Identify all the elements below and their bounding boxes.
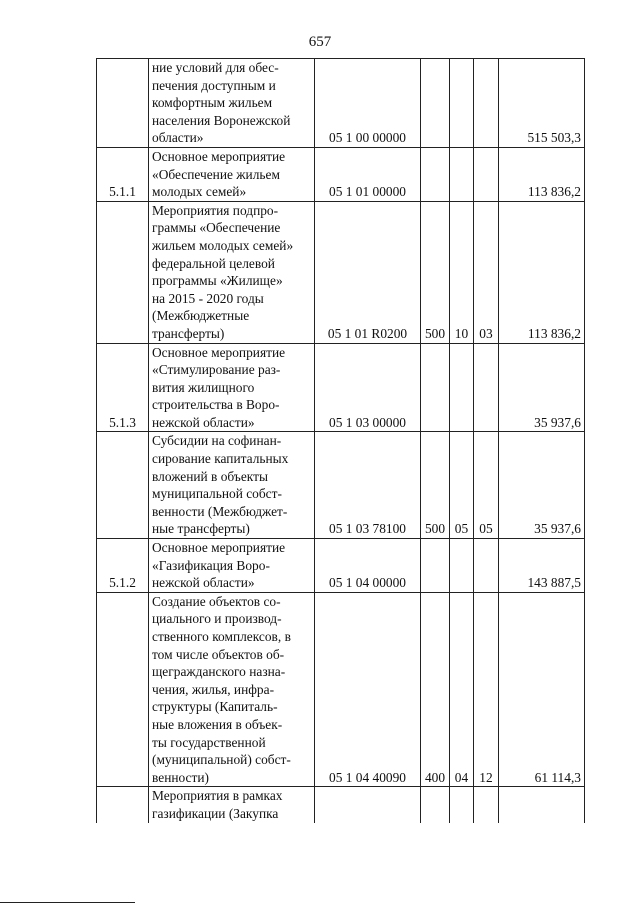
item-name-line: сирование капитальных [152,451,289,467]
section-code: 04 [450,592,474,787]
target-code: 05 1 04 00000 [315,539,421,593]
item-name-line: ние условий для обес- [152,60,279,75]
target-code: 05 1 04 40090 [315,592,421,787]
expense-group [421,147,450,201]
expense-group [421,343,450,432]
row-number: 5.1.3 [97,343,149,432]
item-name-line: чения, жилья, инфра- [152,681,275,697]
item-name-line: структуры (Капиталь- [152,699,278,715]
item-name-line: ты государственной [152,734,266,750]
target-code: 05 1 01 R0200 [315,201,421,343]
item-name [149,201,315,343]
item-name-line: вложений в объекты [152,468,268,484]
table-row [97,539,585,593]
row-number [97,787,149,823]
item-name-line: нежской области» [152,414,255,430]
item-name-line: венности) [152,769,209,785]
item-name-line: граммы «Обеспечение [152,220,281,236]
item-name-line: «Стимулирование раз- [152,362,281,378]
item-name-line: муниципальной собст- [152,486,282,502]
item-name-line: Основное мероприятие [152,148,286,164]
item-name-line: Мероприятия подпро- [152,202,279,218]
expense-group: 400 [421,592,450,787]
item-name-line: молодых семей» [152,184,247,200]
item-name-line: строительства в Воро- [152,397,280,413]
item-name-line: «Газификация Воро- [152,557,270,573]
item-name [149,147,315,201]
table-row [97,147,585,201]
item-name-line: Субсидии на софинан- [152,433,282,449]
item-name-line: программы «Жилище» [152,273,283,289]
item-name-line: на 2015 - 2020 годы [152,290,264,306]
table-row [97,201,585,343]
item-name-line: ственного комплексов, в [152,629,291,644]
item-name-line: печения доступным и [152,77,276,93]
item-name-line: (Межбюджетные [152,308,250,324]
item-name [149,787,315,823]
section-code [450,787,474,823]
item-name-line: вития жилищного [152,379,255,395]
expense-group [421,59,450,148]
subsection-code: 03 [474,201,499,343]
target-code: 05 1 00 00000 [315,59,421,148]
amount: 515 503,3 [499,59,585,148]
row-number [97,432,149,539]
item-name-line: комфортным жильем [152,95,273,111]
item-name-line: Мероприятия в рамках [152,788,283,804]
item-name-line: области» [152,130,204,146]
section-code [450,147,474,201]
item-name-line: Основное мероприятие [152,540,286,556]
footer-rule [0,902,135,903]
subsection-code [474,539,499,593]
item-name-line: венности (Межбюджет- [152,503,288,519]
item-name-line: циального и производ- [152,611,282,627]
table-body [97,59,585,823]
section-code: 10 [450,201,474,343]
row-number [97,201,149,343]
expense-group [421,539,450,593]
section-code [450,539,474,593]
subsection-code [474,787,499,823]
amount: 113 836,2 [499,147,585,201]
item-name [149,59,315,148]
row-number [97,592,149,787]
amount: 61 114,3 [499,592,585,787]
amount: 35 937,6 [499,343,585,432]
amount: 113 836,2 [499,201,585,343]
item-name-line: Основное мероприятие [152,344,286,360]
table-row [97,343,585,432]
item-name-line: населения Воронежской [152,112,291,128]
subsection-code [474,59,499,148]
subsection-code [474,147,499,201]
target-code [315,787,421,823]
item-name-line: нежской области» [152,575,255,591]
item-name-line: трансферты) [152,325,225,341]
item-name-line: щегражданского назна- [152,664,286,680]
item-name [149,432,315,539]
row-number [97,59,149,148]
table-row [97,787,585,823]
table-row [97,432,585,539]
target-code: 05 1 03 00000 [315,343,421,432]
table-row [97,592,585,787]
section-code: 05 [450,432,474,539]
amount [499,787,585,823]
table-row [97,59,585,148]
budget-table [96,58,585,823]
subsection-code: 12 [474,592,499,787]
item-name-line: Создание объектов со- [152,593,281,609]
expense-group: 500 [421,432,450,539]
item-name-line: ные трансферты) [152,521,250,537]
amount: 35 937,6 [499,432,585,539]
item-name-line: «Обеспечение жильем [152,166,280,182]
subsection-code: 05 [474,432,499,539]
item-name-line: (муниципальной) собст- [152,752,291,768]
item-name-line: ные вложения в объек- [152,716,283,732]
expense-group: 500 [421,201,450,343]
subsection-code [474,343,499,432]
item-name-line: газификации (Закупка [152,805,279,821]
section-code [450,343,474,432]
item-name-line: жильем молодых семей» [152,237,294,253]
row-number: 5.1.2 [97,539,149,593]
item-name-line: том числе объектов об- [152,646,285,662]
item-name-line: федеральной целевой [152,255,275,271]
item-name [149,343,315,432]
target-code: 05 1 03 78100 [315,432,421,539]
section-code [450,59,474,148]
expense-group [421,787,450,823]
page-number: 657 [308,34,332,50]
item-name [149,539,315,593]
row-number: 5.1.1 [97,147,149,201]
amount: 143 887,5 [499,539,585,593]
target-code: 05 1 01 00000 [315,147,421,201]
item-name [149,592,315,787]
